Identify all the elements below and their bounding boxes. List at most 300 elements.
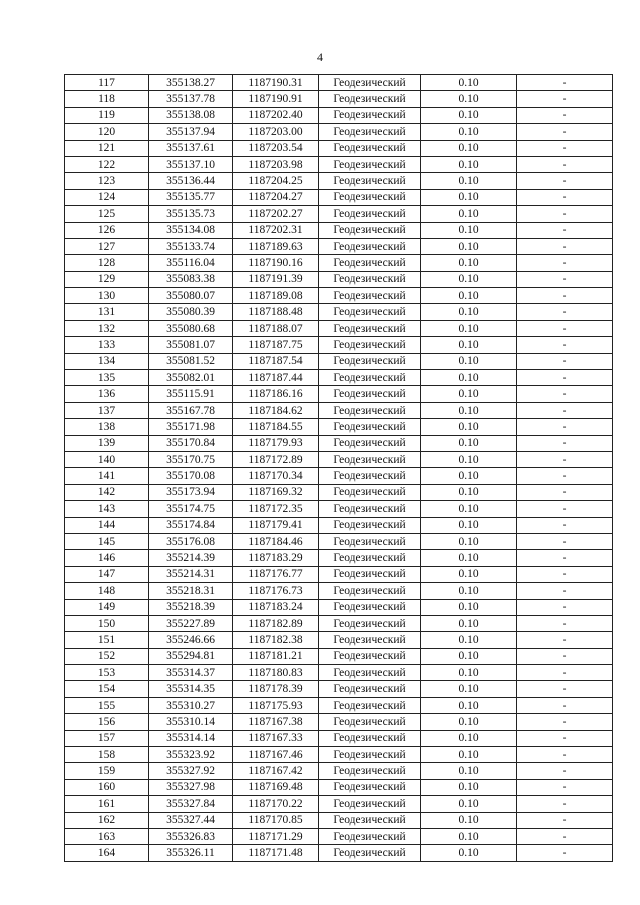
point-number-cell: 162 bbox=[65, 812, 149, 828]
accuracy-cell: 0.10 bbox=[421, 615, 517, 631]
accuracy-cell: 0.10 bbox=[421, 222, 517, 238]
y-coordinate-cell: 1187182.38 bbox=[233, 632, 319, 648]
page-number: 4 bbox=[317, 50, 323, 64]
method-cell: Геодезический bbox=[319, 304, 421, 320]
description-cell: - bbox=[517, 566, 613, 582]
description-cell: - bbox=[517, 353, 613, 369]
table-row bbox=[65, 845, 613, 861]
x-coordinate-cell: 355174.75 bbox=[149, 501, 233, 517]
method-cell: Геодезический bbox=[319, 763, 421, 779]
accuracy-cell: 0.10 bbox=[421, 320, 517, 336]
method-cell: Геодезический bbox=[319, 419, 421, 435]
accuracy-cell: 0.10 bbox=[421, 845, 517, 861]
table-row bbox=[65, 714, 613, 730]
description-cell: - bbox=[517, 665, 613, 681]
description-cell: - bbox=[517, 517, 613, 533]
description-cell: - bbox=[517, 648, 613, 664]
point-number-cell: 126 bbox=[65, 222, 149, 238]
x-coordinate-cell: 355080.07 bbox=[149, 288, 233, 304]
description-cell: - bbox=[517, 796, 613, 812]
description-cell: - bbox=[517, 75, 613, 91]
table-row bbox=[65, 730, 613, 746]
table-row bbox=[65, 501, 613, 517]
point-number-cell: 163 bbox=[65, 828, 149, 844]
method-cell: Геодезический bbox=[319, 615, 421, 631]
point-number-cell: 119 bbox=[65, 107, 149, 123]
x-coordinate-cell: 355170.75 bbox=[149, 451, 233, 467]
x-coordinate-cell: 355171.98 bbox=[149, 419, 233, 435]
x-coordinate-cell: 355323.92 bbox=[149, 747, 233, 763]
description-cell: - bbox=[517, 583, 613, 599]
description-cell: - bbox=[517, 255, 613, 271]
y-coordinate-cell: 1187203.00 bbox=[233, 124, 319, 140]
method-cell: Геодезический bbox=[319, 566, 421, 582]
method-cell: Геодезический bbox=[319, 796, 421, 812]
table-row bbox=[65, 91, 613, 107]
point-number-cell: 123 bbox=[65, 173, 149, 189]
x-coordinate-cell: 355176.08 bbox=[149, 533, 233, 549]
y-coordinate-cell: 1187183.24 bbox=[233, 599, 319, 615]
table-row bbox=[65, 140, 613, 156]
table-row bbox=[65, 681, 613, 697]
table-row bbox=[65, 632, 613, 648]
x-coordinate-cell: 355137.61 bbox=[149, 140, 233, 156]
description-cell: - bbox=[517, 320, 613, 336]
accuracy-cell: 0.10 bbox=[421, 255, 517, 271]
table-row bbox=[65, 451, 613, 467]
point-number-cell: 127 bbox=[65, 238, 149, 254]
point-number-cell: 120 bbox=[65, 124, 149, 140]
description-cell: - bbox=[517, 156, 613, 172]
point-number-cell: 124 bbox=[65, 189, 149, 205]
table-row bbox=[65, 517, 613, 533]
accuracy-cell: 0.10 bbox=[421, 304, 517, 320]
point-number-cell: 136 bbox=[65, 386, 149, 402]
method-cell: Геодезический bbox=[319, 206, 421, 222]
accuracy-cell: 0.10 bbox=[421, 632, 517, 648]
x-coordinate-cell: 355081.07 bbox=[149, 337, 233, 353]
method-cell: Геодезический bbox=[319, 845, 421, 861]
method-cell: Геодезический bbox=[319, 599, 421, 615]
accuracy-cell: 0.10 bbox=[421, 681, 517, 697]
accuracy-cell: 0.10 bbox=[421, 533, 517, 549]
accuracy-cell: 0.10 bbox=[421, 648, 517, 664]
point-number-cell: 122 bbox=[65, 156, 149, 172]
description-cell: - bbox=[517, 533, 613, 549]
table-row bbox=[65, 779, 613, 795]
y-coordinate-cell: 1187180.83 bbox=[233, 665, 319, 681]
x-coordinate-cell: 355170.84 bbox=[149, 435, 233, 451]
description-cell: - bbox=[517, 124, 613, 140]
description-cell: - bbox=[517, 550, 613, 566]
y-coordinate-cell: 1187171.48 bbox=[233, 845, 319, 861]
table-row bbox=[65, 402, 613, 418]
y-coordinate-cell: 1187204.27 bbox=[233, 189, 319, 205]
accuracy-cell: 0.10 bbox=[421, 156, 517, 172]
accuracy-cell: 0.10 bbox=[421, 173, 517, 189]
description-cell: - bbox=[517, 615, 613, 631]
method-cell: Геодезический bbox=[319, 697, 421, 713]
method-cell: Геодезический bbox=[319, 222, 421, 238]
description-cell: - bbox=[517, 484, 613, 500]
method-cell: Геодезический bbox=[319, 189, 421, 205]
accuracy-cell: 0.10 bbox=[421, 271, 517, 287]
method-cell: Геодезический bbox=[319, 484, 421, 500]
y-coordinate-cell: 1187172.35 bbox=[233, 501, 319, 517]
x-coordinate-cell: 355326.83 bbox=[149, 828, 233, 844]
y-coordinate-cell: 1187187.44 bbox=[233, 370, 319, 386]
x-coordinate-cell: 355134.08 bbox=[149, 222, 233, 238]
y-coordinate-cell: 1187189.08 bbox=[233, 288, 319, 304]
description-cell: - bbox=[517, 238, 613, 254]
accuracy-cell: 0.10 bbox=[421, 402, 517, 418]
table-row bbox=[65, 665, 613, 681]
description-cell: - bbox=[517, 697, 613, 713]
accuracy-cell: 0.10 bbox=[421, 419, 517, 435]
x-coordinate-cell: 355081.52 bbox=[149, 353, 233, 369]
description-cell: - bbox=[517, 402, 613, 418]
table-row bbox=[65, 238, 613, 254]
method-cell: Геодезический bbox=[319, 337, 421, 353]
accuracy-cell: 0.10 bbox=[421, 812, 517, 828]
y-coordinate-cell: 1187186.16 bbox=[233, 386, 319, 402]
point-number-cell: 158 bbox=[65, 747, 149, 763]
table-row bbox=[65, 370, 613, 386]
accuracy-cell: 0.10 bbox=[421, 370, 517, 386]
method-cell: Геодезический bbox=[319, 353, 421, 369]
accuracy-cell: 0.10 bbox=[421, 763, 517, 779]
accuracy-cell: 0.10 bbox=[421, 468, 517, 484]
accuracy-cell: 0.10 bbox=[421, 435, 517, 451]
description-cell: - bbox=[517, 779, 613, 795]
accuracy-cell: 0.10 bbox=[421, 91, 517, 107]
method-cell: Геодезический bbox=[319, 75, 421, 91]
y-coordinate-cell: 1187203.54 bbox=[233, 140, 319, 156]
accuracy-cell: 0.10 bbox=[421, 238, 517, 254]
x-coordinate-cell: 355136.44 bbox=[149, 173, 233, 189]
point-number-cell: 161 bbox=[65, 796, 149, 812]
table-row bbox=[65, 648, 613, 664]
y-coordinate-cell: 1187184.55 bbox=[233, 419, 319, 435]
point-number-cell: 152 bbox=[65, 648, 149, 664]
y-coordinate-cell: 1187167.38 bbox=[233, 714, 319, 730]
method-cell: Геодезический bbox=[319, 140, 421, 156]
y-coordinate-cell: 1187172.89 bbox=[233, 451, 319, 467]
table-row bbox=[65, 353, 613, 369]
table-row bbox=[65, 337, 613, 353]
point-number-cell: 138 bbox=[65, 419, 149, 435]
x-coordinate-cell: 355218.39 bbox=[149, 599, 233, 615]
table-row bbox=[65, 615, 613, 631]
table-row bbox=[65, 271, 613, 287]
table-row bbox=[65, 468, 613, 484]
point-number-cell: 151 bbox=[65, 632, 149, 648]
y-coordinate-cell: 1187202.40 bbox=[233, 107, 319, 123]
coordinates-table-body bbox=[65, 75, 613, 862]
y-coordinate-cell: 1187184.46 bbox=[233, 533, 319, 549]
point-number-cell: 139 bbox=[65, 435, 149, 451]
x-coordinate-cell: 355327.44 bbox=[149, 812, 233, 828]
x-coordinate-cell: 355170.08 bbox=[149, 468, 233, 484]
description-cell: - bbox=[517, 206, 613, 222]
point-number-cell: 117 bbox=[65, 75, 149, 91]
point-number-cell: 132 bbox=[65, 320, 149, 336]
x-coordinate-cell: 355137.78 bbox=[149, 91, 233, 107]
method-cell: Геодезический bbox=[319, 730, 421, 746]
table-row bbox=[65, 747, 613, 763]
method-cell: Геодезический bbox=[319, 107, 421, 123]
description-cell: - bbox=[517, 747, 613, 763]
x-coordinate-cell: 355135.77 bbox=[149, 189, 233, 205]
method-cell: Геодезический bbox=[319, 648, 421, 664]
description-cell: - bbox=[517, 730, 613, 746]
description-cell: - bbox=[517, 222, 613, 238]
table-row bbox=[65, 124, 613, 140]
x-coordinate-cell: 355327.98 bbox=[149, 779, 233, 795]
description-cell: - bbox=[517, 91, 613, 107]
y-coordinate-cell: 1187190.91 bbox=[233, 91, 319, 107]
x-coordinate-cell: 355327.92 bbox=[149, 763, 233, 779]
y-coordinate-cell: 1187167.46 bbox=[233, 747, 319, 763]
x-coordinate-cell: 355310.14 bbox=[149, 714, 233, 730]
method-cell: Геодезический bbox=[319, 779, 421, 795]
y-coordinate-cell: 1187176.73 bbox=[233, 583, 319, 599]
point-number-cell: 125 bbox=[65, 206, 149, 222]
description-cell: - bbox=[517, 370, 613, 386]
x-coordinate-cell: 355083.38 bbox=[149, 271, 233, 287]
description-cell: - bbox=[517, 812, 613, 828]
table-row bbox=[65, 583, 613, 599]
method-cell: Геодезический bbox=[319, 91, 421, 107]
accuracy-cell: 0.10 bbox=[421, 353, 517, 369]
accuracy-cell: 0.10 bbox=[421, 714, 517, 730]
accuracy-cell: 0.10 bbox=[421, 501, 517, 517]
table-row bbox=[65, 550, 613, 566]
method-cell: Геодезический bbox=[319, 124, 421, 140]
x-coordinate-cell: 355314.37 bbox=[149, 665, 233, 681]
accuracy-cell: 0.10 bbox=[421, 779, 517, 795]
point-number-cell: 118 bbox=[65, 91, 149, 107]
table-row bbox=[65, 484, 613, 500]
y-coordinate-cell: 1187190.16 bbox=[233, 255, 319, 271]
accuracy-cell: 0.10 bbox=[421, 206, 517, 222]
point-number-cell: 141 bbox=[65, 468, 149, 484]
point-number-cell: 146 bbox=[65, 550, 149, 566]
y-coordinate-cell: 1187171.29 bbox=[233, 828, 319, 844]
table-row bbox=[65, 222, 613, 238]
description-cell: - bbox=[517, 107, 613, 123]
method-cell: Геодезический bbox=[319, 451, 421, 467]
x-coordinate-cell: 355135.73 bbox=[149, 206, 233, 222]
description-cell: - bbox=[517, 386, 613, 402]
point-number-cell: 129 bbox=[65, 271, 149, 287]
y-coordinate-cell: 1187176.77 bbox=[233, 566, 319, 582]
point-number-cell: 131 bbox=[65, 304, 149, 320]
x-coordinate-cell: 355080.68 bbox=[149, 320, 233, 336]
y-coordinate-cell: 1187169.32 bbox=[233, 484, 319, 500]
table-row bbox=[65, 763, 613, 779]
y-coordinate-cell: 1187182.89 bbox=[233, 615, 319, 631]
y-coordinate-cell: 1187203.98 bbox=[233, 156, 319, 172]
description-cell: - bbox=[517, 599, 613, 615]
point-number-cell: 154 bbox=[65, 681, 149, 697]
accuracy-cell: 0.10 bbox=[421, 583, 517, 599]
accuracy-cell: 0.10 bbox=[421, 140, 517, 156]
table-row bbox=[65, 304, 613, 320]
accuracy-cell: 0.10 bbox=[421, 828, 517, 844]
method-cell: Геодезический bbox=[319, 271, 421, 287]
x-coordinate-cell: 355167.78 bbox=[149, 402, 233, 418]
method-cell: Геодезический bbox=[319, 386, 421, 402]
description-cell: - bbox=[517, 468, 613, 484]
description-cell: - bbox=[517, 681, 613, 697]
point-number-cell: 140 bbox=[65, 451, 149, 467]
method-cell: Геодезический bbox=[319, 468, 421, 484]
point-number-cell: 149 bbox=[65, 599, 149, 615]
y-coordinate-cell: 1187169.48 bbox=[233, 779, 319, 795]
accuracy-cell: 0.10 bbox=[421, 75, 517, 91]
description-cell: - bbox=[517, 632, 613, 648]
y-coordinate-cell: 1187191.39 bbox=[233, 271, 319, 287]
accuracy-cell: 0.10 bbox=[421, 517, 517, 533]
method-cell: Геодезический bbox=[319, 501, 421, 517]
accuracy-cell: 0.10 bbox=[421, 747, 517, 763]
x-coordinate-cell: 355294.81 bbox=[149, 648, 233, 664]
method-cell: Геодезический bbox=[319, 320, 421, 336]
y-coordinate-cell: 1187167.33 bbox=[233, 730, 319, 746]
point-number-cell: 157 bbox=[65, 730, 149, 746]
x-coordinate-cell: 355174.84 bbox=[149, 517, 233, 533]
x-coordinate-cell: 355080.39 bbox=[149, 304, 233, 320]
table-row bbox=[65, 320, 613, 336]
table-row bbox=[65, 419, 613, 435]
point-number-cell: 143 bbox=[65, 501, 149, 517]
coordinates-table bbox=[64, 74, 613, 862]
x-coordinate-cell: 355314.14 bbox=[149, 730, 233, 746]
x-coordinate-cell: 355137.10 bbox=[149, 156, 233, 172]
x-coordinate-cell: 355138.08 bbox=[149, 107, 233, 123]
accuracy-cell: 0.10 bbox=[421, 730, 517, 746]
accuracy-cell: 0.10 bbox=[421, 288, 517, 304]
method-cell: Геодезический bbox=[319, 156, 421, 172]
x-coordinate-cell: 355116.04 bbox=[149, 255, 233, 271]
method-cell: Геодезический bbox=[319, 533, 421, 549]
y-coordinate-cell: 1187178.39 bbox=[233, 681, 319, 697]
x-coordinate-cell: 355082.01 bbox=[149, 370, 233, 386]
point-number-cell: 147 bbox=[65, 566, 149, 582]
point-number-cell: 142 bbox=[65, 484, 149, 500]
table-row bbox=[65, 189, 613, 205]
table-row bbox=[65, 173, 613, 189]
point-number-cell: 137 bbox=[65, 402, 149, 418]
point-number-cell: 164 bbox=[65, 845, 149, 861]
table-row bbox=[65, 435, 613, 451]
table-row bbox=[65, 533, 613, 549]
coordinates-table-container bbox=[64, 74, 612, 862]
x-coordinate-cell: 355173.94 bbox=[149, 484, 233, 500]
accuracy-cell: 0.10 bbox=[421, 107, 517, 123]
description-cell: - bbox=[517, 714, 613, 730]
x-coordinate-cell: 355314.35 bbox=[149, 681, 233, 697]
accuracy-cell: 0.10 bbox=[421, 697, 517, 713]
y-coordinate-cell: 1187202.27 bbox=[233, 206, 319, 222]
description-cell: - bbox=[517, 337, 613, 353]
table-row bbox=[65, 796, 613, 812]
y-coordinate-cell: 1187170.22 bbox=[233, 796, 319, 812]
y-coordinate-cell: 1187187.75 bbox=[233, 337, 319, 353]
y-coordinate-cell: 1187183.29 bbox=[233, 550, 319, 566]
table-row bbox=[65, 206, 613, 222]
y-coordinate-cell: 1187187.54 bbox=[233, 353, 319, 369]
table-row bbox=[65, 812, 613, 828]
description-cell: - bbox=[517, 304, 613, 320]
y-coordinate-cell: 1187189.63 bbox=[233, 238, 319, 254]
y-coordinate-cell: 1187184.62 bbox=[233, 402, 319, 418]
point-number-cell: 155 bbox=[65, 697, 149, 713]
y-coordinate-cell: 1187204.25 bbox=[233, 173, 319, 189]
point-number-cell: 128 bbox=[65, 255, 149, 271]
accuracy-cell: 0.10 bbox=[421, 337, 517, 353]
table-row bbox=[65, 156, 613, 172]
x-coordinate-cell: 355138.27 bbox=[149, 75, 233, 91]
description-cell: - bbox=[517, 271, 613, 287]
accuracy-cell: 0.10 bbox=[421, 665, 517, 681]
point-number-cell: 148 bbox=[65, 583, 149, 599]
method-cell: Геодезический bbox=[319, 665, 421, 681]
description-cell: - bbox=[517, 845, 613, 861]
description-cell: - bbox=[517, 763, 613, 779]
table-row bbox=[65, 255, 613, 271]
method-cell: Геодезический bbox=[319, 681, 421, 697]
point-number-cell: 134 bbox=[65, 353, 149, 369]
method-cell: Геодезический bbox=[319, 550, 421, 566]
method-cell: Геодезический bbox=[319, 747, 421, 763]
y-coordinate-cell: 1187167.42 bbox=[233, 763, 319, 779]
description-cell: - bbox=[517, 435, 613, 451]
table-row bbox=[65, 566, 613, 582]
description-cell: - bbox=[517, 828, 613, 844]
x-coordinate-cell: 355137.94 bbox=[149, 124, 233, 140]
method-cell: Геодезический bbox=[319, 288, 421, 304]
accuracy-cell: 0.10 bbox=[421, 451, 517, 467]
y-coordinate-cell: 1187188.48 bbox=[233, 304, 319, 320]
x-coordinate-cell: 355227.89 bbox=[149, 615, 233, 631]
x-coordinate-cell: 355246.66 bbox=[149, 632, 233, 648]
point-number-cell: 150 bbox=[65, 615, 149, 631]
method-cell: Геодезический bbox=[319, 370, 421, 386]
method-cell: Геодезический bbox=[319, 173, 421, 189]
point-number-cell: 135 bbox=[65, 370, 149, 386]
point-number-cell: 133 bbox=[65, 337, 149, 353]
method-cell: Геодезический bbox=[319, 517, 421, 533]
table-row bbox=[65, 288, 613, 304]
y-coordinate-cell: 1187202.31 bbox=[233, 222, 319, 238]
y-coordinate-cell: 1187175.93 bbox=[233, 697, 319, 713]
table-row bbox=[65, 828, 613, 844]
point-number-cell: 153 bbox=[65, 665, 149, 681]
y-coordinate-cell: 1187170.34 bbox=[233, 468, 319, 484]
method-cell: Геодезический bbox=[319, 812, 421, 828]
point-number-cell: 130 bbox=[65, 288, 149, 304]
method-cell: Геодезический bbox=[319, 435, 421, 451]
method-cell: Геодезический bbox=[319, 828, 421, 844]
table-row bbox=[65, 107, 613, 123]
method-cell: Геодезический bbox=[319, 255, 421, 271]
accuracy-cell: 0.10 bbox=[421, 796, 517, 812]
point-number-cell: 121 bbox=[65, 140, 149, 156]
method-cell: Геодезический bbox=[319, 632, 421, 648]
y-coordinate-cell: 1187179.41 bbox=[233, 517, 319, 533]
